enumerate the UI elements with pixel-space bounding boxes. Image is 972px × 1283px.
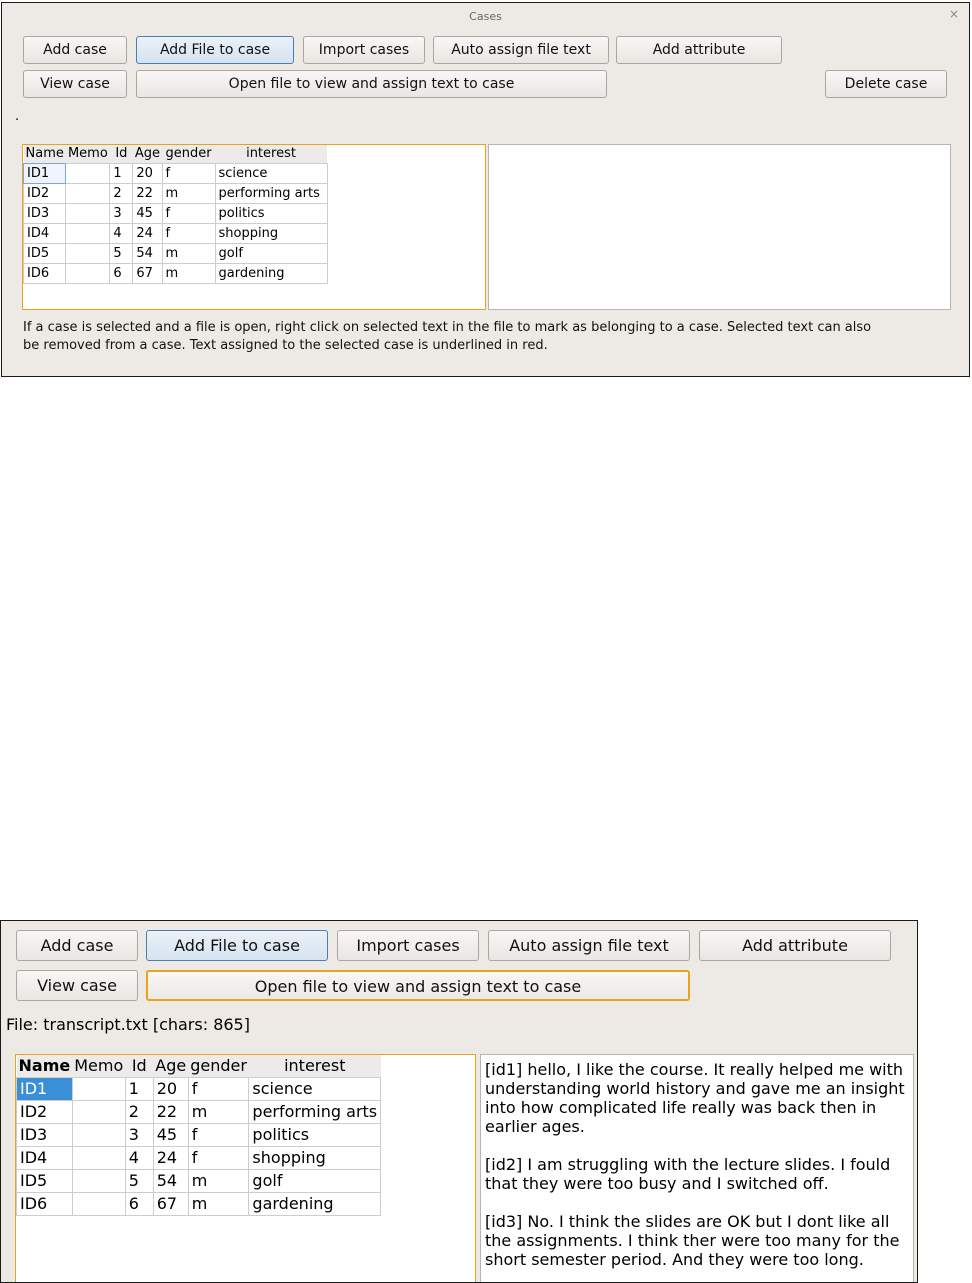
cell-gender[interactable]: m <box>162 184 215 204</box>
cell-interest[interactable]: shopping <box>215 224 327 244</box>
cell-memo[interactable] <box>72 1147 125 1170</box>
cell-id[interactable]: 1 <box>110 164 133 184</box>
cell-name[interactable]: ID1 <box>17 1078 73 1101</box>
table-row[interactable] <box>17 1193 381 1216</box>
cell-name[interactable]: ID6 <box>24 264 66 284</box>
cell-memo[interactable] <box>66 264 110 284</box>
open-file-button[interactable]: Open file to view and assign text to case <box>136 70 607 98</box>
cell-interest[interactable]: politics <box>215 204 327 224</box>
help-text-line-2: be removed from a case. Text assigned to the selected case is underlined in red. <box>23 338 548 353</box>
add-attribute-button[interactable]: Add attribute <box>699 930 891 961</box>
add-file-to-case-button[interactable]: Add File to case <box>136 36 294 64</box>
cell-gender[interactable]: m <box>188 1193 249 1216</box>
cell-memo[interactable] <box>66 184 110 204</box>
table-row[interactable] <box>24 264 328 284</box>
cell-gender[interactable]: m <box>162 244 215 264</box>
cell-memo[interactable] <box>72 1170 125 1193</box>
cell-age[interactable]: 24 <box>133 224 162 244</box>
table-row[interactable] <box>17 1124 381 1147</box>
cell-name[interactable]: ID2 <box>24 184 66 204</box>
cell-name[interactable]: ID3 <box>17 1124 73 1147</box>
delete-case-button[interactable]: Delete case <box>825 70 947 98</box>
cell-name[interactable]: ID3 <box>24 204 66 224</box>
cell-interest[interactable]: science <box>249 1078 381 1101</box>
close-icon[interactable]: × <box>948 7 959 21</box>
cell-name[interactable]: ID5 <box>24 244 66 264</box>
import-cases-button[interactable]: Import cases <box>337 930 479 961</box>
column-header-id[interactable]: Id <box>125 1055 153 1078</box>
cell-age[interactable]: 67 <box>133 264 162 284</box>
cell-memo[interactable] <box>72 1124 125 1147</box>
column-header-interest[interactable]: interest <box>249 1055 381 1078</box>
column-header-gender[interactable]: gender <box>162 145 215 164</box>
column-header-interest[interactable]: interest <box>215 145 327 164</box>
cell-age[interactable]: 22 <box>133 184 162 204</box>
file-text-paragraph[interactable]: [id1] hello, I like the course. It really helped me with understanding world history and gave me an insight into how complicated life really was back then in earlier ages. <box>485 1060 905 1136</box>
cell-gender[interactable]: f <box>162 164 215 184</box>
cell-name[interactable]: ID1 <box>24 164 66 184</box>
column-header-name[interactable]: Name <box>17 1055 73 1078</box>
cell-memo[interactable] <box>66 164 110 184</box>
table-row[interactable] <box>17 1170 381 1193</box>
cell-gender[interactable]: f <box>162 204 215 224</box>
add-case-button[interactable]: Add case <box>16 930 138 961</box>
cell-interest[interactable]: gardening <box>215 264 327 284</box>
column-header-memo[interactable]: Memo <box>72 1055 125 1078</box>
table-row[interactable] <box>17 1078 381 1101</box>
cell-interest[interactable]: shopping <box>249 1147 381 1170</box>
cell-id[interactable]: 2 <box>125 1101 153 1124</box>
window-title: Cases <box>469 10 502 23</box>
add-file-to-case-button[interactable]: Add File to case <box>146 930 328 961</box>
cell-gender[interactable]: m <box>162 264 215 284</box>
add-case-button[interactable]: Add case <box>23 36 127 64</box>
cell-id[interactable]: 3 <box>125 1124 153 1147</box>
cell-age[interactable]: 67 <box>153 1193 188 1216</box>
cell-age[interactable]: 20 <box>133 164 162 184</box>
cases-table-panel <box>22 144 486 310</box>
table-row[interactable] <box>17 1147 381 1170</box>
cell-interest[interactable]: golf <box>249 1170 381 1193</box>
cell-age[interactable]: 20 <box>153 1078 188 1101</box>
file-info-label: File: transcript.txt [chars: 865] <box>6 1015 250 1034</box>
cell-memo[interactable] <box>66 224 110 244</box>
view-case-button[interactable]: View case <box>23 70 127 98</box>
table-row[interactable] <box>24 184 328 204</box>
cell-gender[interactable]: m <box>188 1101 249 1124</box>
cell-id[interactable]: 1 <box>125 1078 153 1101</box>
cell-name[interactable]: ID5 <box>17 1170 73 1193</box>
file-text-paragraph[interactable]: [id3] No. I think the slides are OK but I dont like all the assignments. I think ther were too many for the short semester period. And they were too long. <box>485 1212 900 1269</box>
cell-interest[interactable]: politics <box>249 1124 381 1147</box>
cell-memo[interactable] <box>66 244 110 264</box>
cell-id[interactable]: 3 <box>110 204 133 224</box>
table-row[interactable] <box>24 204 328 224</box>
cell-gender[interactable]: f <box>162 224 215 244</box>
cell-id[interactable]: 5 <box>110 244 133 264</box>
cell-age[interactable]: 54 <box>133 244 162 264</box>
cell-name[interactable]: ID2 <box>17 1101 73 1124</box>
column-header-memo[interactable]: Memo <box>66 145 110 164</box>
column-header-age[interactable]: Age <box>133 145 162 164</box>
cell-gender[interactable]: m <box>188 1170 249 1193</box>
cell-age[interactable]: 24 <box>153 1147 188 1170</box>
column-header-age[interactable]: Age <box>153 1055 188 1078</box>
file-text-panel[interactable] <box>488 144 951 310</box>
file-text-paragraph[interactable]: [id2] I am struggling with the lecture slides. I fould that they were too busy and I switched off. <box>485 1155 891 1193</box>
cell-gender[interactable]: f <box>188 1124 249 1147</box>
add-attribute-button[interactable]: Add attribute <box>616 36 782 64</box>
cases-table-panel <box>15 1054 476 1283</box>
import-cases-button[interactable]: Import cases <box>303 36 425 64</box>
auto-assign-file-text-button[interactable]: Auto assign file text <box>488 930 690 961</box>
cell-gender[interactable]: f <box>188 1078 249 1101</box>
cases-table[interactable] <box>23 145 328 284</box>
cell-interest[interactable]: performing arts <box>249 1101 381 1124</box>
cell-memo[interactable] <box>72 1101 125 1124</box>
cell-interest[interactable]: performing arts <box>215 184 327 204</box>
view-case-button[interactable]: View case <box>16 970 138 1001</box>
cell-memo[interactable] <box>72 1078 125 1101</box>
cell-id[interactable]: 6 <box>125 1193 153 1216</box>
cell-name[interactable]: ID6 <box>17 1193 73 1216</box>
table-row[interactable] <box>24 244 328 264</box>
column-header-id[interactable]: Id <box>110 145 133 164</box>
table-row[interactable] <box>24 164 328 184</box>
cell-age[interactable]: 22 <box>153 1101 188 1124</box>
table-row[interactable] <box>24 224 328 244</box>
cell-age[interactable]: 45 <box>153 1124 188 1147</box>
cell-memo[interactable] <box>72 1193 125 1216</box>
table-row[interactable] <box>17 1101 381 1124</box>
cell-id[interactable]: 2 <box>110 184 133 204</box>
cell-memo[interactable] <box>66 204 110 224</box>
title-bar <box>2 3 969 29</box>
cell-name[interactable]: ID4 <box>17 1147 73 1170</box>
open-file-button[interactable]: Open file to view and assign text to case <box>146 970 690 1001</box>
cell-interest[interactable]: science <box>215 164 327 184</box>
column-header-gender[interactable]: gender <box>188 1055 249 1078</box>
status-label: . <box>15 109 20 124</box>
cases-table[interactable] <box>16 1055 381 1216</box>
cases-dialog <box>1 2 970 377</box>
column-header-name[interactable]: Name <box>24 145 66 164</box>
help-text-line-1: If a case is selected and a file is open, right click on selected text in the file to mark as belonging to a case. Selected text can also <box>23 320 872 335</box>
cell-id[interactable]: 4 <box>125 1147 153 1170</box>
cell-age[interactable]: 45 <box>133 204 162 224</box>
cell-id[interactable]: 4 <box>110 224 133 244</box>
cases-dialog-zoomed <box>0 920 918 1283</box>
auto-assign-file-text-button[interactable]: Auto assign file text <box>433 36 609 64</box>
cell-name[interactable]: ID4 <box>24 224 66 244</box>
cell-id[interactable]: 6 <box>110 264 133 284</box>
cell-age[interactable]: 54 <box>153 1170 188 1193</box>
cell-interest[interactable]: gardening <box>249 1193 381 1216</box>
cell-gender[interactable]: f <box>188 1147 249 1170</box>
cell-interest[interactable]: golf <box>215 244 327 264</box>
cell-id[interactable]: 5 <box>125 1170 153 1193</box>
file-text-panel[interactable] <box>480 1054 914 1283</box>
